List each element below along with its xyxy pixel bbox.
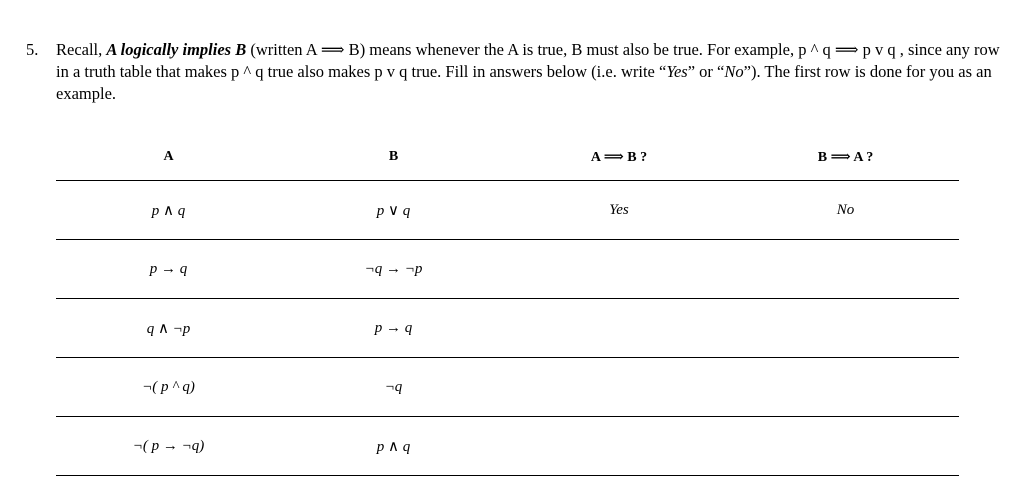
table-row xyxy=(56,358,959,417)
cell-b: p ∨ q xyxy=(281,181,506,240)
answer-b-implies-a[interactable] xyxy=(732,358,959,417)
table-header-row xyxy=(56,134,959,181)
answer-a-implies-b[interactable] xyxy=(506,240,732,299)
cell-a: ¬( p → ¬q) xyxy=(56,417,281,476)
header-b-implies-a: B ⟹ A ? xyxy=(732,134,959,181)
table-row xyxy=(56,299,959,358)
implication-table xyxy=(56,134,959,476)
answer-a-implies-b[interactable] xyxy=(506,358,732,417)
cell-b: ¬q xyxy=(281,358,506,417)
answer-b-implies-a[interactable] xyxy=(732,417,959,476)
answer-a-implies-b[interactable] xyxy=(506,417,732,476)
table-row xyxy=(56,181,959,240)
question-text xyxy=(56,39,1016,105)
cell-a: q ∧ ¬p xyxy=(56,299,281,358)
question-body: (written A ⟹ B) means whenever the A is true, B must also be true. For example, p ^ q ⟹ p v q , since any row in a truth table that makes p ^ q true also makes p v q true. Fill in answers below (i.e. write “ xyxy=(56,40,1000,81)
question-block xyxy=(26,39,1016,105)
question-ending: ”). The first row is done for you as an example. xyxy=(56,62,992,103)
header-a: A xyxy=(56,134,281,181)
no-word: No xyxy=(724,62,744,81)
header-b: B xyxy=(281,134,506,181)
question-between: ” or “ xyxy=(687,62,725,81)
answer-a-implies-b[interactable] xyxy=(506,299,732,358)
answer-b-implies-a[interactable] xyxy=(732,240,959,299)
table-row xyxy=(56,240,959,299)
cell-b: p ∧ q xyxy=(281,417,506,476)
answer-a-implies-b[interactable]: Yes xyxy=(506,181,732,240)
answer-b-implies-a[interactable]: No xyxy=(732,181,959,240)
answer-b-implies-a[interactable] xyxy=(732,299,959,358)
cell-a: ¬( p ^ q) xyxy=(56,358,281,417)
cell-b: p → q xyxy=(281,299,506,358)
cell-b: ¬q → ¬p xyxy=(281,240,506,299)
cell-a: p ∧ q xyxy=(56,181,281,240)
table-row xyxy=(56,417,959,476)
question-emphasis: A logically implies B xyxy=(106,40,247,59)
yes-word: Yes xyxy=(666,62,688,81)
question-intro: Recall, xyxy=(56,40,107,59)
header-a-implies-b: A ⟹ B ? xyxy=(506,134,732,181)
cell-a: p → q xyxy=(56,240,281,299)
question-number: 5. xyxy=(26,40,39,59)
